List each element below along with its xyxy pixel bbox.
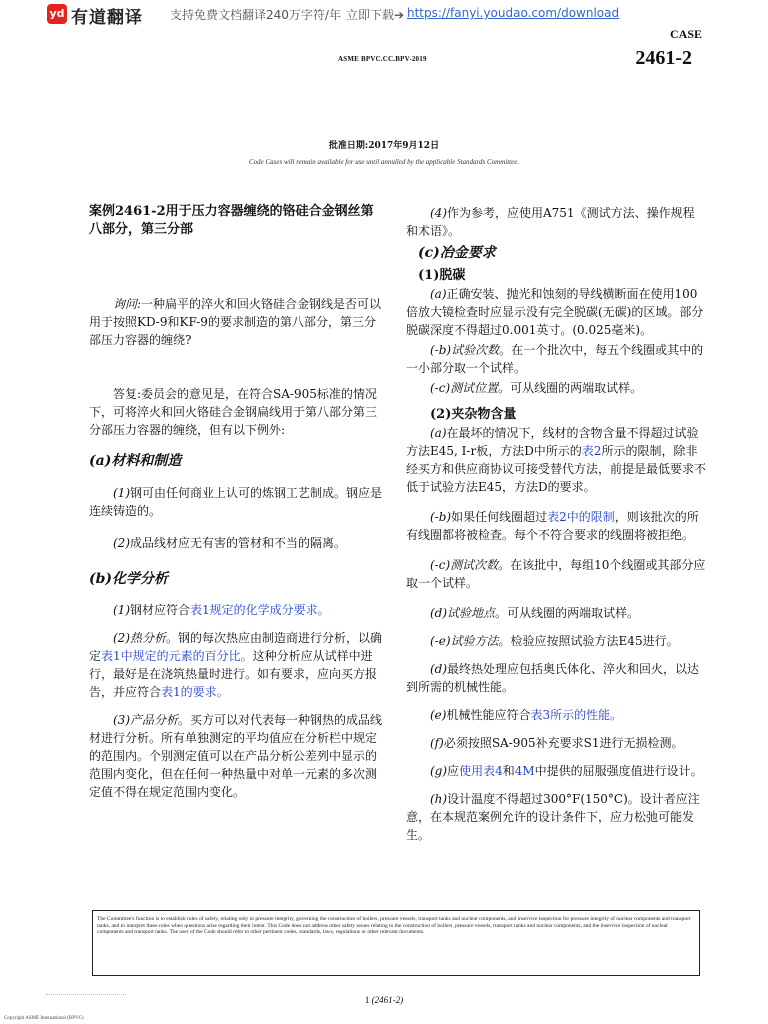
c1b-text: 。在一个批次中，每五个线圈或其中的一小部分取一个试样。	[406, 343, 704, 375]
c1c-text: 。可从线圈的两端取试样。	[498, 381, 643, 395]
inquiry-label: 询问:	[113, 297, 142, 311]
promo-text: 支持免费文档翻译240万字符/年	[170, 8, 341, 22]
a1-text: 钢可由任何商业上认可的炼钢工艺制成。钢应是连续铸造的。	[89, 486, 383, 518]
b4-num: (4)	[430, 206, 447, 220]
f-text: 必须按照SA-905补充要求S1进行无损检测。	[443, 736, 684, 750]
c2b-paragraph	[406, 508, 706, 544]
committee-disclaimer-box	[92, 910, 700, 976]
table1-link[interactable]: 表1规定的化学成分要求。	[190, 603, 330, 617]
e-num: (e)	[430, 708, 447, 722]
c2e-paragraph	[406, 632, 706, 650]
b3-text: 。买方可以对代表每一种钢热的成品线材进行分析。所有单独测定的平均值应在分析栏中规定的范围内。个别测定值可以在产品分析公差列中显示的范围内变化，但在任何一种热量中对单一元素的多次测定值不得在规定范围内变化。	[89, 713, 383, 799]
b3-label: 产品分析	[130, 713, 179, 727]
c2e-label: 试验方法	[450, 634, 499, 648]
c2b-text-continued: ，则该批次的所有线圈都将被检查。每个不符合要求的线圈将被拒绝。	[406, 510, 699, 542]
left-column	[89, 203, 386, 801]
table2-limit-link[interactable]: 表2中的限制	[547, 510, 615, 524]
c1b-paragraph	[406, 341, 706, 377]
page-number	[0, 995, 768, 1005]
table4m-link[interactable]: 4M	[514, 764, 535, 778]
c1b-label: 试验次数	[451, 343, 500, 357]
c2e-text: 。检验应按照试验方法E45进行。	[498, 634, 679, 648]
h-num: (h)	[430, 792, 448, 806]
document-title: 案例2461-2用于压力容器缠绕的铬硅合金钢丝第八部分，第三分部	[89, 204, 374, 237]
table1-elements-link[interactable]: 表1中规定的元素的百分比。	[101, 649, 253, 663]
a1-paragraph	[89, 484, 386, 520]
b1-num: (1)	[113, 603, 130, 617]
c2d-label: 试验地点	[447, 606, 496, 620]
c2e-num: (-e)	[430, 634, 451, 648]
table1-requirements-link[interactable]: 表1的要求。	[161, 685, 229, 699]
c2c-label: 测试次数	[450, 558, 499, 572]
page-case-ref: (2461-2)	[371, 995, 404, 1005]
a2-num: (2)	[113, 536, 130, 550]
c2a-text-continued: 所示的限制，除非经买方和供应商协议可接受替代方法，前提是最低要求不低于试验方法E45，方法D的要求。	[406, 444, 707, 494]
b3-num: (3)	[113, 713, 130, 727]
right-column	[406, 204, 706, 844]
e-paragraph	[406, 706, 706, 724]
youdao-logo-icon[interactable]: yd	[47, 4, 67, 24]
c2a-paragraph	[406, 424, 706, 496]
c2c-text: 。在该批中，每组10个线圈或其部分应取一个试样。	[406, 558, 706, 590]
c2c-num: (-c)	[430, 558, 451, 572]
table4-link[interactable]: 使用表4	[459, 764, 503, 778]
c1a-num: (a)	[430, 287, 447, 301]
approval-date: 批准日期:2017年9月12日	[328, 141, 440, 151]
a2-text: 成品线材应无有害的管材和不当的隔离。	[130, 536, 347, 550]
b3-paragraph	[89, 711, 386, 801]
h-text: 设计温度不得超过300°F(150°C)。设计者应注意，在本规范案例允许的设计条件下，应力松弛可能发生。	[406, 792, 700, 842]
f-paragraph	[406, 734, 706, 752]
e-text: 机械性能应符合	[446, 708, 531, 722]
table2-link[interactable]: 表2	[581, 444, 602, 458]
section-c-heading	[418, 242, 706, 262]
f-num: (f)	[430, 736, 444, 750]
c1b-num: (-b)	[430, 343, 452, 357]
section-c-label: (c)	[418, 245, 440, 261]
section-a-title: 材料和制造	[111, 453, 182, 469]
brand-name[interactable]: 有道翻译	[71, 8, 143, 28]
c2b-text: 如果任何线圈超过	[451, 510, 548, 524]
g-paragraph	[406, 762, 706, 780]
c1c-paragraph	[406, 379, 706, 397]
c2d-text: 。可从线圈的两端取试样。	[495, 606, 640, 620]
d-text: 最终热处理应包括奥氏体化、淬火和回火，以达到所需的机械性能。	[406, 662, 700, 694]
c2d-num: (d)	[430, 606, 448, 620]
g-num: (g)	[430, 764, 448, 778]
a2-paragraph	[89, 534, 386, 552]
b2-num: (2)	[113, 631, 130, 645]
inquiry-text: 一种扁平的淬火和回火铬硅合金钢线是否可以用于按照KD-9和KF-9的要求制造的第八部分，第三分部压力容器的缠绕?	[89, 297, 382, 347]
section-a-heading	[89, 450, 386, 470]
g-text-and: 和	[502, 764, 515, 778]
case-label: CASE	[669, 27, 702, 41]
b2-paragraph	[89, 629, 386, 701]
c2a-num: (a)	[430, 426, 447, 440]
c2d-paragraph	[406, 604, 706, 622]
c2-heading: (2)夹杂物含量	[430, 407, 517, 422]
b2-text-continued: 这种分析应从试样中进行，最好是在浇筑热量时进行。如有要求，应向买方报告，并应符合	[89, 649, 378, 699]
c1a-text: 正确安装、抛光和蚀刻的导线横断面在使用100倍放大镜检查时应显示没有完全脱碳(无碳)的区域。部分脱碳深度不得超过0.001英寸。(0.025毫米)。	[406, 287, 704, 337]
c2b-num: (-b)	[430, 510, 452, 524]
section-a-label: (a)	[89, 453, 112, 469]
section-b-label: (b)	[89, 571, 113, 587]
committee-disclaimer-text: The Committee's function is to establish rules of safety, relating only to pressure integrity, governing the construction of boilers, pressure vessels, transport tanks and nuclear components, and inservice inspection for pressure integrity of nuclear components and transport tanks, and to interpret these rules when questions arise regarding their intent. This Code does not address other safety issues relating to the construction of boilers, pressure vessels, transport tanks and nuclear components, and the inservice inspection of nuclear components and transport tanks. The user of the Code should refer to other pertinent codes, standards, laws, regulations or other relevant documents.	[97, 916, 691, 935]
reply-paragraph: 答复:委员会的意见是，在符合SA-905标准的情况下，可将淬火和回火铬硅合金钢扁线用于第八部分第三分部压力容器的缠绕，但有以下例外:	[89, 387, 378, 437]
b2-text: 。钢的每次热应由制造商进行分析，以确定	[89, 631, 383, 663]
copyright-text: Copyright ASME International (BPVC)	[4, 1016, 84, 1021]
case-number: 2461-2	[635, 47, 692, 69]
section-b-heading	[89, 568, 386, 588]
c1-heading: (1)脱碳	[418, 268, 466, 283]
g-text: 应	[447, 764, 460, 778]
c2a-text: 在最坏的情况下，线材的含物含量不得超过试验方法E45, I-r板，方法D中所示的	[406, 426, 699, 458]
c1a-paragraph	[406, 285, 706, 339]
b4-text: 作为参考，应使用A751《测试方法、操作规程和术语》。	[406, 206, 695, 238]
a1-num: (1)	[113, 486, 130, 500]
b1-text: 钢材应符合	[130, 603, 191, 617]
d-num: (d)	[430, 662, 448, 676]
c2c-paragraph	[406, 556, 706, 592]
b4-paragraph	[406, 204, 706, 240]
section-c-title: 冶金要求	[439, 245, 496, 261]
b1-paragraph	[89, 601, 386, 619]
table3-link[interactable]: 表3所示的性能。	[530, 708, 623, 722]
b2-label: 热分析	[130, 631, 167, 645]
c1c-label: 测试位置	[450, 381, 499, 395]
c1c-num: (-c)	[430, 381, 451, 395]
code-case-notice: Code Cases will remain available for use until annulled by the applicable Standards Committee.	[248, 158, 520, 166]
download-url-link[interactable]: https://fanyi.youdao.com/download	[407, 6, 620, 20]
section-b-title: 化学分析	[112, 571, 169, 587]
asme-code: ASME BPVC.CC.BPV-2019	[338, 55, 427, 63]
h-paragraph	[406, 790, 706, 844]
d-paragraph	[406, 660, 706, 696]
download-link[interactable]: 立即下载➔	[346, 8, 405, 22]
g-text-continued: 中提供的屈服强度值进行设计。	[534, 764, 703, 778]
page-number-value: 1	[364, 995, 370, 1005]
inquiry-paragraph	[89, 295, 386, 349]
